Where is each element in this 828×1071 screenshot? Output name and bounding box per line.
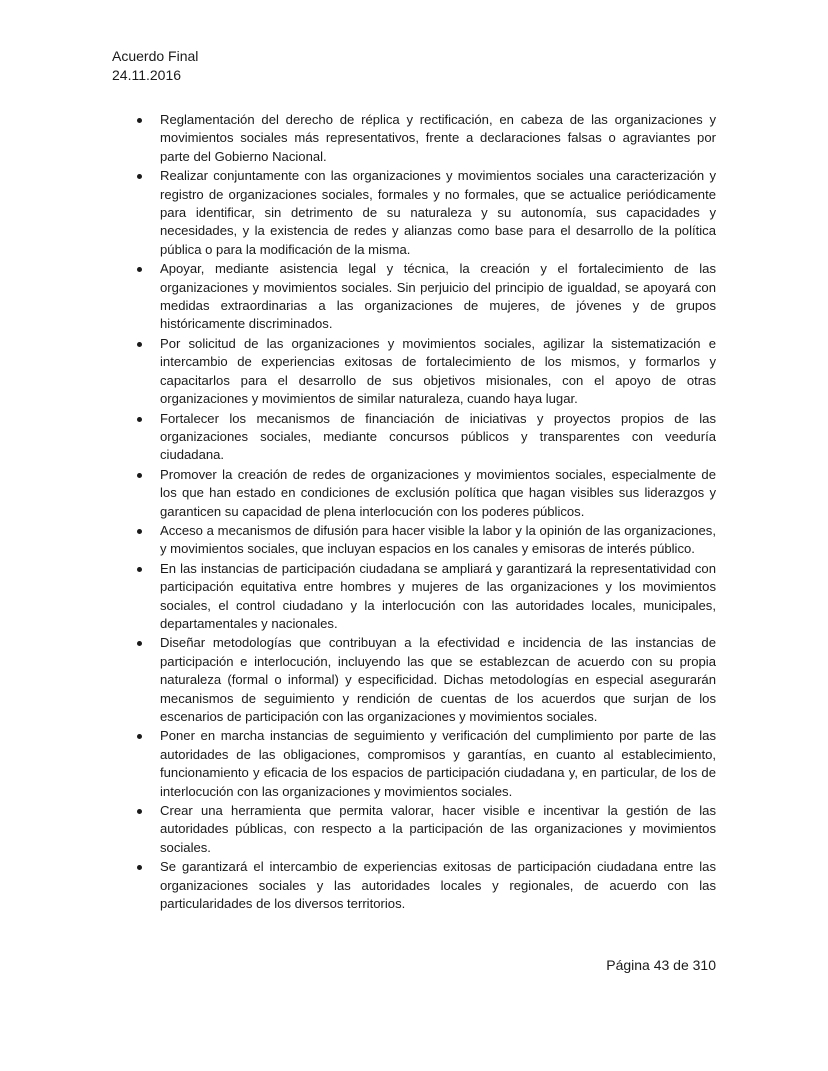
bullet-icon	[137, 567, 142, 572]
list-item-text: Reglamentación del derecho de réplica y rectificación, en cabeza de las organizaciones y movimientos sociales más representativos, frente a declaraciones falsas o agraviantes por parte del Gobierno Nacional.	[160, 112, 716, 164]
list-item	[160, 560, 716, 634]
bullet-icon	[137, 734, 142, 739]
bullet-list	[160, 111, 716, 914]
bullet-icon	[137, 809, 142, 814]
page-header	[112, 47, 198, 85]
list-item	[160, 858, 716, 913]
document-date: 24.11.2016	[112, 67, 182, 83]
list-item-text: Apoyar, mediante asistencia legal y técnica, la creación y el fortalecimiento de las organizaciones y movimientos sociales. Sin perjuicio del principio de igualdad, se apoyará con medidas extraordinarias a las organizaciones de mujeres, de jóvenes y de grupos históricamente discriminados.	[160, 261, 716, 332]
list-item	[160, 111, 716, 166]
page-number: Página 43 de 310	[606, 957, 716, 973]
document-title: Acuerdo Final	[112, 48, 199, 64]
bullet-icon	[137, 641, 142, 646]
bullet-icon	[137, 267, 142, 272]
bullet-icon	[137, 529, 142, 534]
bullet-icon	[137, 865, 142, 870]
bullet-icon	[137, 174, 142, 179]
bullet-icon	[137, 118, 142, 123]
list-item-text: Fortalecer los mecanismos de financiación de iniciativas y proyectos propios de las organizaciones sociales, mediante concursos públicos y transparentes con veeduría ciudadana.	[160, 410, 716, 463]
list-item-text: Acceso a mecanismos de difusión para hacer visible la labor y la opinión de las organizaciones, y movimientos sociales, que incluyan espacios en los canales y emisoras de interés público.	[160, 522, 716, 557]
list-item-text: Crear una herramienta que permita valorar, hacer visible e incentivar la gestión de las autoridades públicas, con respecto a la participación de las organizaciones y movimientos sociales.	[160, 803, 716, 855]
list-item-text: Diseñar metodologías que contribuyan a la efectividad e incidencia de las instancias de participación e interlocución, incluyendo las que se establezcan de acuerdo con su propia naturaleza (formal o informal) y especificidad. Dichas metodologías en especial asegurarán mecanismos de seguimiento y rendición de cuentas de los acuerdos que surjan de los escenarios de participación con las organizaciones y movimientos sociales.	[160, 635, 716, 724]
list-item	[160, 522, 716, 559]
list-item-text: Promover la creación de redes de organizaciones y movimientos sociales, especialmente de los que han estado en condiciones de exclusión política que hagan visibles sus liderazgos y garanticen su capacidad de plena interlocución con los poderes públicos.	[160, 466, 716, 519]
list-item-text: Se garantizará el intercambio de experiencias exitosas de participación ciudadana entre las organizaciones sociales y las autoridades locales y regionales, de acuerdo con las particularidades de los diversos territorios.	[160, 859, 716, 912]
list-item	[160, 466, 716, 521]
list-item	[160, 802, 716, 857]
list-item	[160, 335, 716, 409]
list-item-text: Poner en marcha instancias de seguimiento y verificación del cumplimiento por parte de las autoridades de las obligaciones, compromisos y garantías, en cuanto al establecimiento, funcionamiento y eficacia de los espacios de participación ciudadana y, en particular, de los de interlocución con las organizaciones y movimientos sociales.	[160, 728, 716, 799]
list-item	[160, 167, 716, 259]
list-item	[160, 260, 716, 334]
bullet-icon	[137, 473, 142, 478]
list-item-text: Por solicitud de las organizaciones y movimientos sociales, agilizar la sistematización e intercambio de experiencias exitosas de fortalecimiento de los mismos, y formarlos y capacitarlos para el desarrollo de sus objetivos misionales, con el apoyo de otras organizaciones y movimientos de similar naturaleza, cuando haya lugar.	[160, 335, 716, 407]
bullet-icon	[137, 417, 142, 422]
bullet-icon	[137, 342, 142, 347]
list-item-text: En las instancias de participación ciudadana se ampliará y garantizará la representatividad con participación equitativa entre hombres y mujeres de las organizaciones y los movimientos sociales, el control ciudadano y la interlocución con las autoridades locales, municipales, departamentales y nacionales.	[160, 560, 716, 631]
list-item-text: Realizar conjuntamente con las organizaciones y movimientos sociales una caracterización y registro de organizaciones sociales, formales y no formales, que se actualice periódicamente para identificar, sin detrimento de su naturaleza y su autonomía, sus capacidades y necesidades, y la existencia de redes y alianzas como base para el desarrollo de la política pública o para la modificación de la misma.	[160, 168, 716, 257]
list-item	[160, 634, 716, 726]
list-item	[160, 410, 716, 465]
list-item	[160, 727, 716, 801]
